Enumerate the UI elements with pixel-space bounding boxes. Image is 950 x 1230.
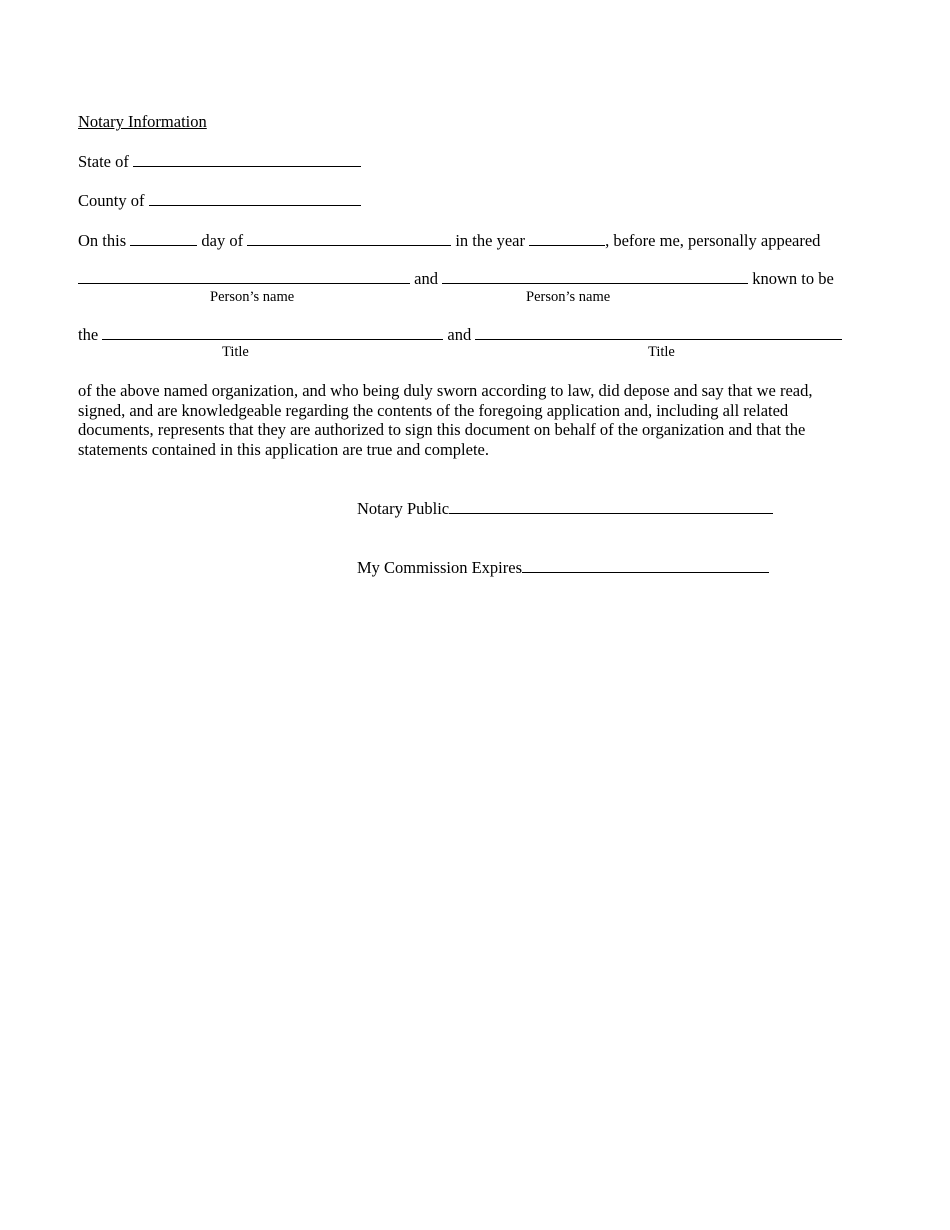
county-row <box>78 190 361 211</box>
appearance-row <box>78 230 820 251</box>
commission-expires-field[interactable] <box>522 557 769 573</box>
notary-public-label: Notary Public <box>357 499 450 518</box>
state-field[interactable] <box>133 151 361 167</box>
state-row <box>78 151 361 172</box>
person-name-2-caption: Person’s name <box>526 289 611 305</box>
notary-information-heading: Notary Information <box>78 112 207 131</box>
person-name-1-field[interactable] <box>78 268 410 284</box>
title-1-field[interactable] <box>102 324 443 340</box>
day-field[interactable] <box>130 230 197 246</box>
commission-label: My Commission Expires <box>357 558 523 577</box>
titles-and-label: and <box>447 325 472 344</box>
before-me-label: , before me, personally appeared <box>605 231 821 250</box>
on-this-label: On this <box>78 231 127 250</box>
titles-the-label: the <box>78 325 99 344</box>
year-field[interactable] <box>529 230 605 246</box>
day-of-label: day of <box>201 231 244 250</box>
notary-public-row <box>357 498 773 519</box>
month-field[interactable] <box>247 230 451 246</box>
commission-row <box>357 557 769 578</box>
title-2-field[interactable] <box>475 324 842 340</box>
notary-public-signature-field[interactable] <box>449 498 773 514</box>
known-to-be-label: known to be <box>752 269 834 288</box>
in-the-year-label: in the year <box>455 231 525 250</box>
persons-and-label: and <box>414 269 438 288</box>
county-label: County of <box>78 191 145 210</box>
persons-row <box>78 268 834 289</box>
title-1-caption: Title <box>222 344 249 360</box>
titles-row <box>78 324 842 345</box>
attestation-paragraph: of the above named organization, and who being duly sworn according to law, did depose and say that we read, signed, and are knowledgeable regarding the contents of the foregoing application and, including all related documents, represents that they are authorized to sign this document on behalf of the organization and that the statements contained in this application are true and complete. <box>78 381 813 459</box>
person-name-2-field[interactable] <box>442 268 748 284</box>
person-name-1-caption: Person’s name <box>210 289 295 305</box>
title-2-caption: Title <box>648 344 675 360</box>
state-label: State of <box>78 152 129 171</box>
county-field[interactable] <box>149 190 361 206</box>
